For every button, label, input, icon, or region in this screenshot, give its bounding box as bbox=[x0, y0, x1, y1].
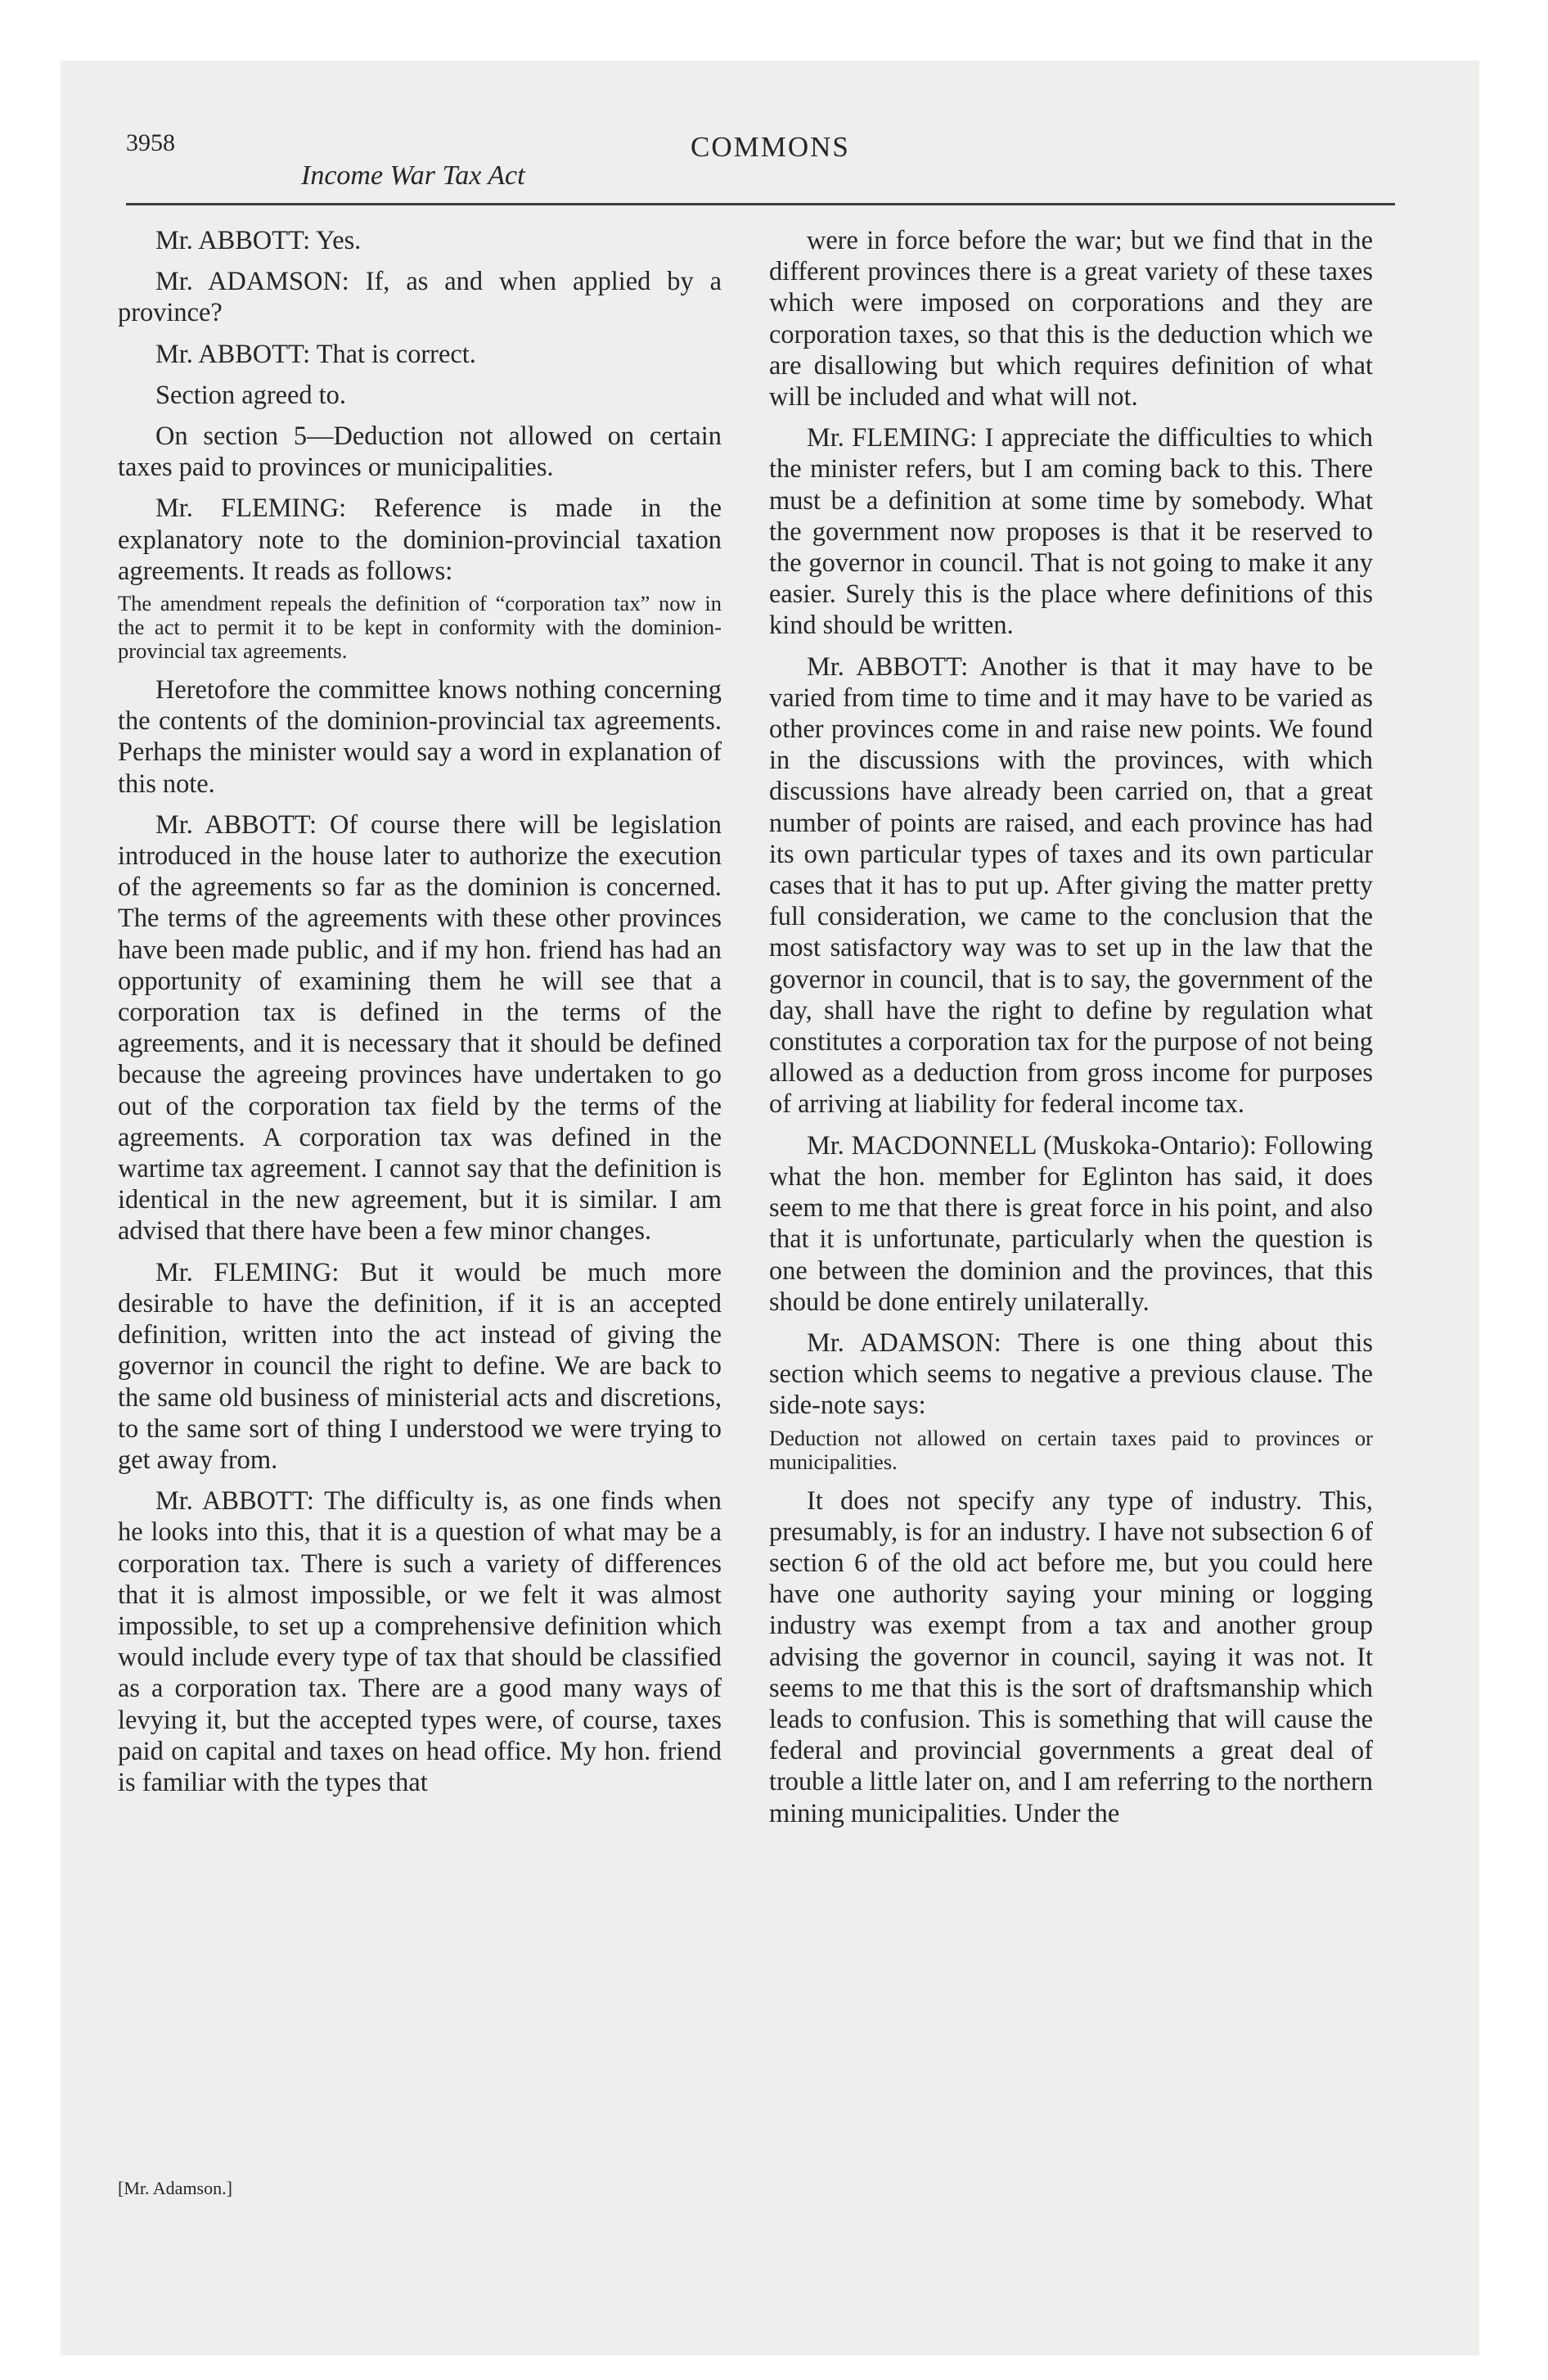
running-title: Income War Tax Act bbox=[301, 160, 525, 191]
paragraph: On section 5—Deduction not allowed on certain taxes paid to provinces or municipalities. bbox=[118, 421, 722, 483]
paragraph: Mr. ABBOTT: Another is that it may have to be varied from time to time and it may have to be varied as other provinces come in and raise new points. We found in the discussions with the provinces, with which discussions have already been carried on, that a great number of points are raised, and each province has had its own particular types of taxes and its own particular cases that it has to put up. After giving the matter pretty full consideration, we came to the conclusion that the most satisfactory way was to set up in the law that the governor in council, that is to say, the government of the day, shall have the right to define by regulation what constitutes a corporation tax for the purpose of not being allowed as a deduction from gross income for purposes of arriving at liability for federal income tax. bbox=[769, 651, 1373, 1120]
section-title: COMMONS bbox=[691, 131, 850, 163]
paragraph: Mr. MACDONNELL (Muskoka-Ontario): Following what the hon. member for Eglinton has said, it does seem to me that there is great force in his point, and also that it is unfortunate, particularly when the question is one between the dominion and the provinces, that this should be done entirely unilaterally. bbox=[769, 1130, 1373, 1317]
paragraph: Mr. ABBOTT: Of course there will be legislation introduced in the house later to authorize the execution of the agreements so far as the dominion is concerned. The terms of the agreements with these other provinces have been made public, and if my hon. friend has had an opportunity of examining them he will see that a corporation tax is defined in the terms of the agreements, and it is necessary that it should be defined because the agreeing provinces have undertaken to go out of the corporation tax field by the terms of the agreements. A corporation tax was defined in the wartime tax agreement. I cannot say that the definition is identical in the new agreement, but it is similar. I am advised that there have been a few minor changes. bbox=[118, 809, 722, 1246]
left-column bbox=[118, 225, 722, 1798]
paragraph: were in force before the war; but we find that in the different provinces there is a great variety of these taxes which were imposed on corporations and they are corporation taxes, so that this is the deduction which we are disallowing but which requires definition of what will be included and what will not. bbox=[769, 226, 1373, 412]
paragraph: Mr. ABBOTT: That is correct. bbox=[155, 339, 476, 369]
paragraph: Mr. FLEMING: But it would be much more desirable to have the definition, if it is an accepted definition, written into the act instead of giving the governor in council the right to define. We are back to the same old business of ministerial acts and discretions, to the same sort of thing I understood we were trying to get away from. bbox=[118, 1257, 722, 1475]
paragraph: Section agreed to. bbox=[155, 380, 346, 410]
block-quote: The amendment repeals the definition of “corporation tax” now in the act to permit it to be kept in conformity with the dominion-provincial tax agreements. bbox=[118, 591, 722, 664]
paragraph: Mr. ADAMSON: There is one thing about this section which seems to negative a previous clause. The side-note says: bbox=[769, 1327, 1373, 1421]
speaker-footnote: [Mr. Adamson.] bbox=[118, 2178, 232, 2198]
right-column bbox=[769, 225, 1373, 1829]
header-rule bbox=[126, 203, 1395, 205]
paragraph: Mr. ABBOTT: The difficulty is, as one finds when he looks into this, that it is a question of what may be a corporation tax. There is such a variety of differences that it is almost impossible, or we felt it was almost impossible, to set up a comprehensive definition which would include every type of tax that should be classified as a corporation tax. There are a good many ways of levying it, but the accepted types were, of course, taxes paid on capital and taxes on head office. My hon. friend is familiar with the types that bbox=[118, 1486, 722, 1797]
paragraph: Mr. FLEMING: I appreciate the difficulties to which the minister refers, but I am coming back to this. There must be a definition at some time by somebody. What the government now proposes is that it be reserved to the governor in council. That is not going to make it any easier. Surely this is the place where definitions of this kind should be written. bbox=[769, 423, 1373, 641]
page-number: 3958 bbox=[126, 129, 175, 156]
paragraph: Mr. FLEMING: Reference is made in the explanatory note to the dominion-provincial taxation agreements. It reads as follows: bbox=[118, 494, 722, 586]
paragraph: Mr. ABBOTT: Yes. bbox=[155, 226, 362, 255]
paragraph: Heretofore the committee knows nothing concerning the contents of the dominion-provincial tax agreements. Perhaps the minister would say a word in explanation of this note. bbox=[118, 675, 722, 799]
paragraph: It does not specify any type of industry. This, presumably, is for an industry. I have not subsection 6 of section 6 of the old act before me, but you could here have one authority saying your mining or logging industry was exempt from a tax and another group advising the governor in council, saying it was not. It seems to me that this is the sort of draftsmanship which leads to confusion. This is something that will cause the federal and provincial governments a great deal of trouble a little later on, and I am referring to the northern mining municipalities. Under the bbox=[769, 1485, 1373, 1828]
page-header bbox=[126, 131, 1394, 198]
paragraph: Mr. ADAMSON: If, as and when applied by a province? bbox=[118, 267, 722, 328]
block-quote: Deduction not allowed on certain taxes paid to provinces or municipalities. bbox=[769, 1425, 1373, 1474]
